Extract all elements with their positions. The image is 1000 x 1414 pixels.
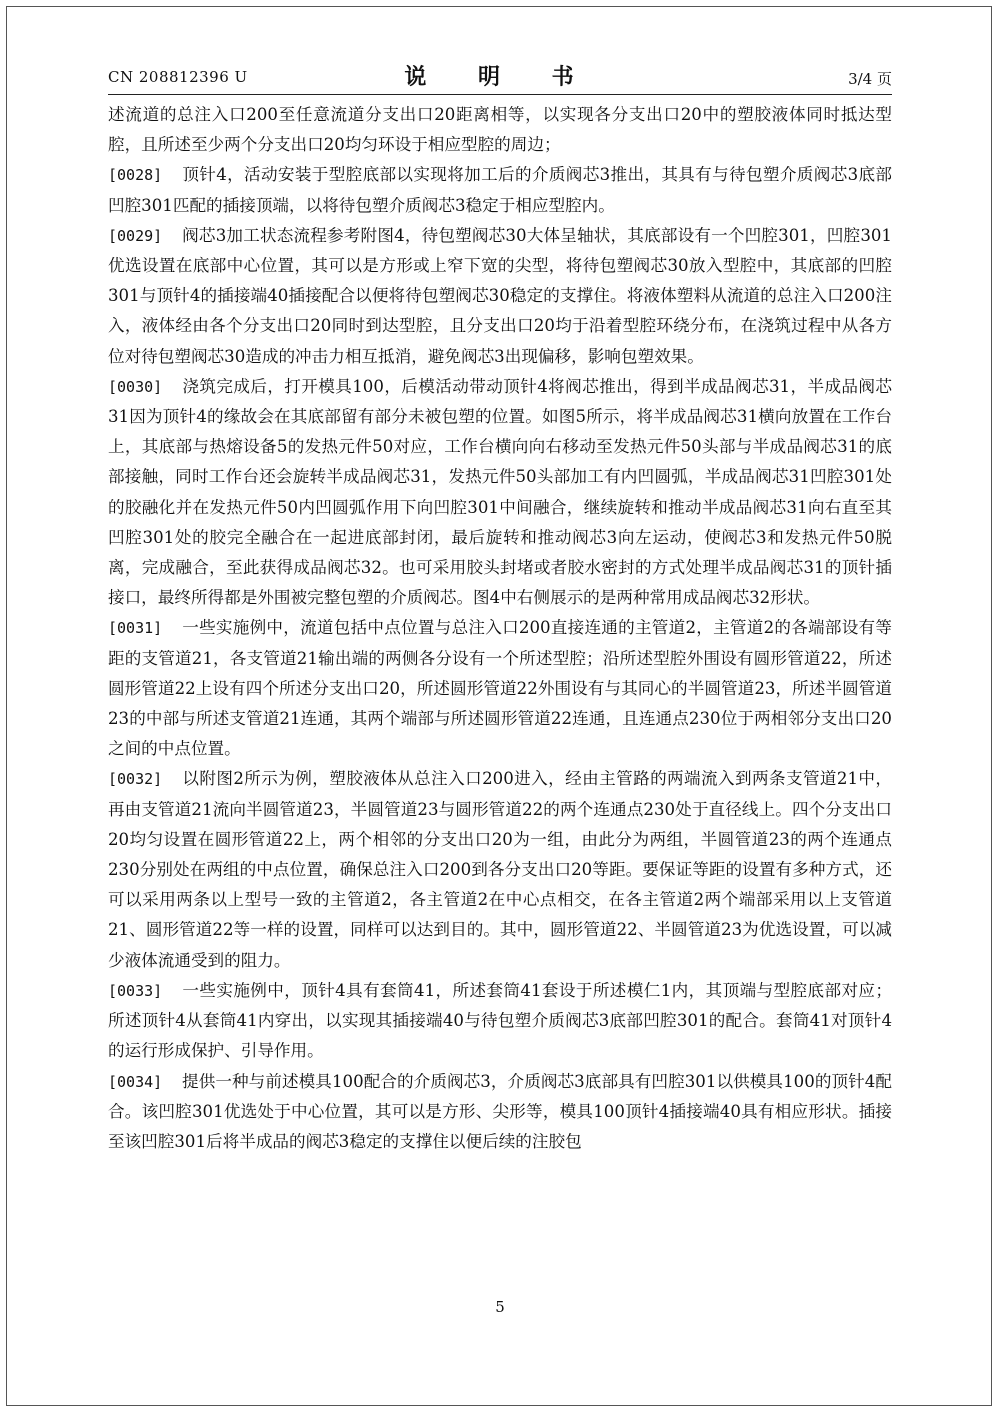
paragraph-text: 提供一种与前述模具100配合的介质阀芯3，介质阀芯3底部具有凹腔301以供模具100的顶针4配合。该凹腔301优选处于中心位置，其可以是方形、尖形等，模具100顶针4插接端40具有相应形状。插接至该凹腔301后将半成品的阀芯3稳定的支撑住以便后续的注胶包 [108, 1071, 892, 1151]
patent-number: CN 208812396 U [108, 68, 248, 86]
paragraph-text: 一些实施例中，流道包括中点位置与总注入口200直接连通的主管道2，主管道2的各端部设有等距的支管道21，各支管道21输出端的两侧各分设有一个所述型腔；沿所述型腔外围设有圆形管道22，所述圆形管道22上设有四个所述分支出口20，所述圆形管道22外围设有与其同心的半圆管道23，所述半圆管道23的中部与所述支管道21连通，其两个端部与所述圆形管道22连通，且连通点230位于两相邻分支出口20之间的中点位置。 [108, 618, 892, 759]
header-divider [108, 94, 892, 95]
paragraph-tag: [0031] [108, 619, 163, 638]
paragraph-text: 一些实施例中，顶针4具有套筒41，所述套筒41套设于所述模仁1内，其顶端与型腔底部对应；所述顶针4从套筒41内穿出，以实现其插接端40与待包塑介质阀芯3底部凹腔301的配合。套筒41对顶针4的运行形成保护、引导作用。 [108, 980, 892, 1061]
document-body [108, 100, 892, 1157]
paragraph-tag: [0030] [108, 377, 163, 396]
paragraph-0028 [108, 160, 892, 220]
paragraph-text: 顶针4，活动安装于型腔底部以实现将加工后的介质阀芯3推出，其具有与待包塑介质阀芯3底部凹腔301匹配的插接顶端，以将待包塑介质阀芯3稳定于相应型腔内。 [108, 165, 892, 215]
paragraph-0030 [108, 372, 892, 614]
paragraph-tag: [0034] [108, 1072, 163, 1091]
document-header [108, 60, 892, 94]
paragraph-text: 述流道的总注入口200至任意流道分支出口20距离相等，以实现各分支出口20中的塑胶液体同时抵达型腔，且所述至少两个分支出口20均匀环设于相应型腔的周边； [108, 105, 892, 155]
paragraph-0034 [108, 1067, 892, 1158]
paragraph-text: 以附图2所示为例，塑胶液体从总注入口200进入，经由主管路的两端流入到两条支管道21中，再由支管道21流向半圆管道23，半圆管道23与圆形管道22的两个连通点230处于直径线上。四个分支出口20均匀设置在圆形管道22上，两个相邻的分支出口20为一组，由此分为两组，半圆管道23的两个连通点230分别处在两组的中点位置，确保总注入口200到各分支出口20等距。要保证等距的设置有多种方式，还可以采用两条以上型号一致的主管道2，各主管道2在中心点相交，在各主管道2两个端部采用以上支管道21、圆形管道22等一样的设置，同样可以达到目的。其中，圆形管道22、半圆管道23为优选设置，可以减少液体流通受到的阻力。 [108, 769, 892, 970]
paragraph-0032 [108, 764, 892, 975]
paragraph-0029 [108, 221, 892, 372]
page-number: 5 [495, 1298, 505, 1316]
paragraph-continuation [108, 100, 892, 160]
paragraph-0033 [108, 976, 892, 1067]
paragraph-text: 阀芯3加工状态流程参考附图4，待包塑阀芯30大体呈轴状，其底部设有一个凹腔301，凹腔301优选设置在底部中心位置，其可以是方形或上窄下宽的尖型，将待包塑阀芯30放入型腔中，其底部的凹腔301与顶针4的插接端40插接配合以便将待包塑阀芯30稳定的支撑住。将液体塑料从流道的总注入口200注入，液体经由各个分支出口20同时到达型腔，且分支出口20均于沿着型腔环绕分布，在浇筑过程中从各方位对待包塑阀芯30造成的冲击力相互抵消，避免阀芯3出现偏移，影响包塑效果。 [108, 225, 892, 366]
paragraph-tag: [0033] [108, 981, 163, 1000]
page-title: 说 明 书 [404, 64, 596, 90]
paragraph-tag: [0032] [108, 770, 163, 789]
page-fraction: 3/4 页 [848, 70, 892, 88]
paragraph-text: 浇筑完成后，打开模具100，后模活动带动顶针4将阀芯推出，得到半成品阀芯31，半成品阀芯31因为顶针4的缘故会在其底部留有部分未被包塑的位置。如图5所示，将半成品阀芯31横向放置在工作台上，其底部与热熔设备5的发热元件50对应，工作台横向向右移动至发热元件50头部与半成品阀芯31的底部接触，同时工作台还会旋转半成品阀芯31，发热元件50头部加工有内凹圆弧，半成品阀芯31凹腔301处的胶融化并在发热元件50内凹圆弧作用下向凹腔301中间融合，继续旋转和推动半成品阀芯31向右直至其凹腔301处的胶完全融合在一起进底部封闭，最后旋转和推动阀芯3向左运动，使阀芯3和发热元件50脱离，完成融合，至此获得成品阀芯32。也可采用胶头封堵或者胶水密封的方式处理半成品阀芯31的顶针插接口，最终所得都是外围被完整包塑的介质阀芯。图4中右侧展示的是两种常用成品阀芯32形状。 [108, 376, 892, 608]
paragraph-0031 [108, 613, 892, 764]
paragraph-tag: [0028] [108, 166, 163, 185]
paragraph-tag: [0029] [108, 226, 163, 245]
